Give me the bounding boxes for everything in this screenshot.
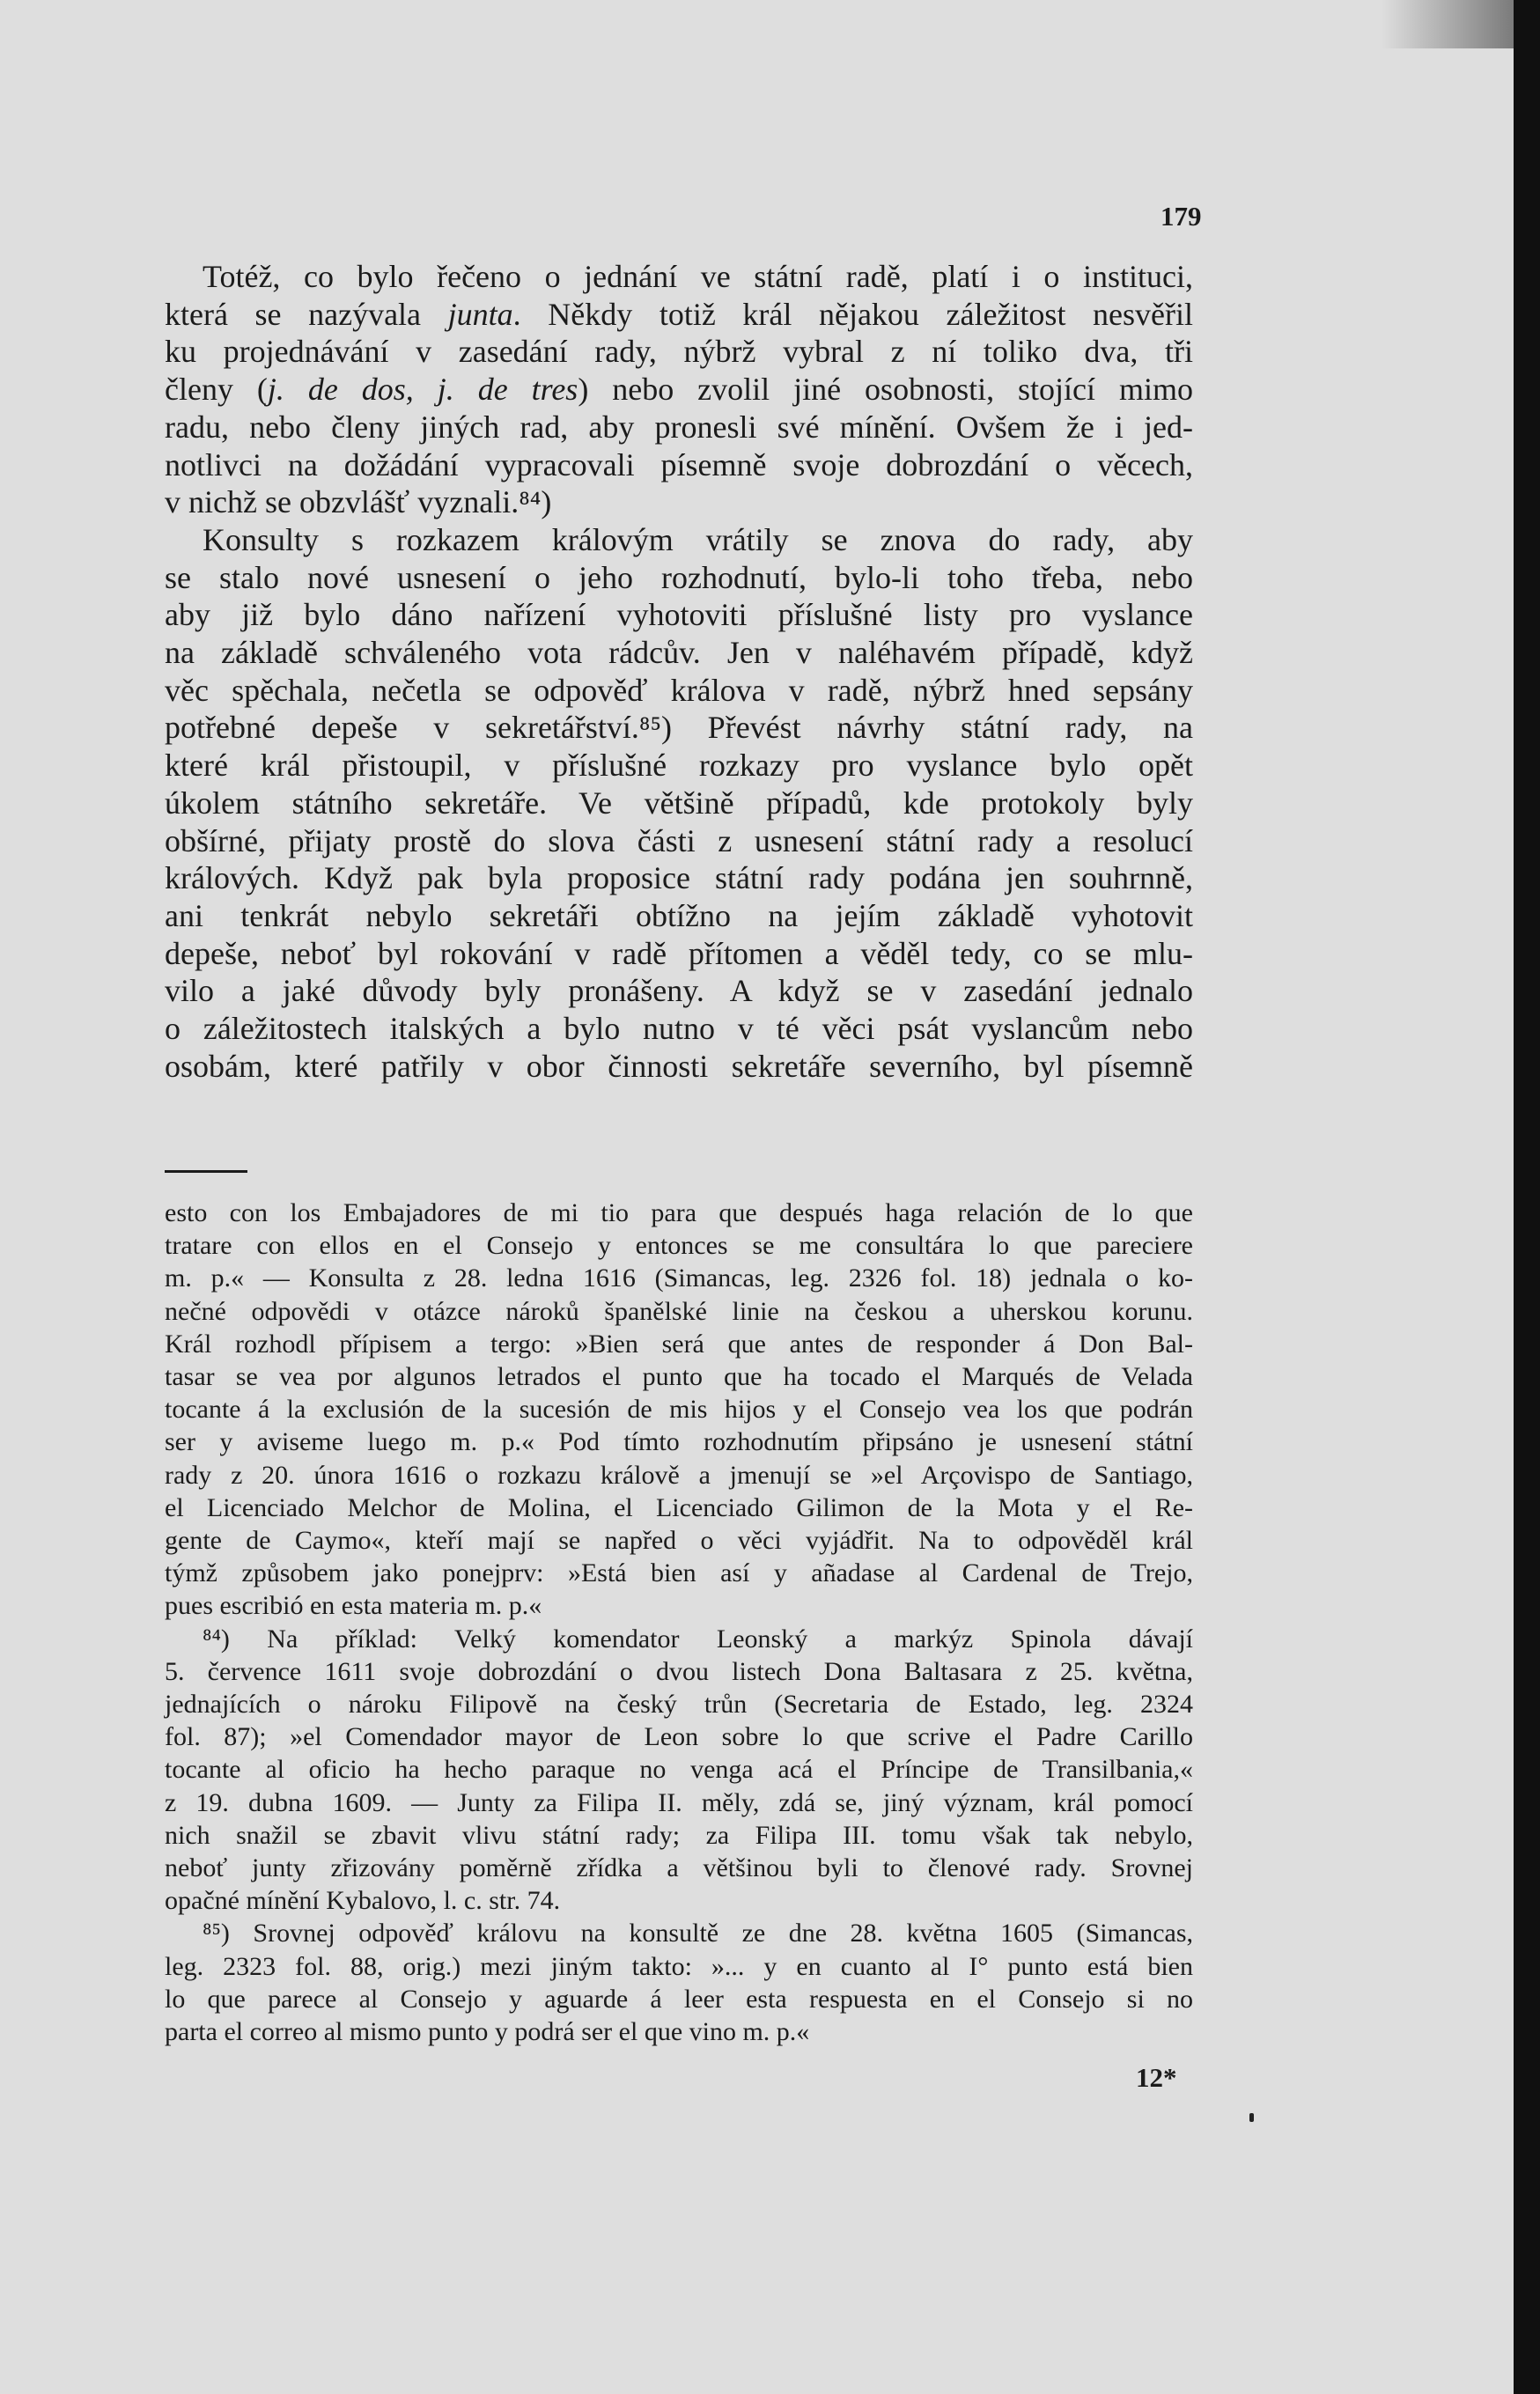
scan-shadow (1382, 0, 1514, 48)
text-line: jednajících o nároku Filipově na český trůn (Secretaria de Estado, leg. 2324 (165, 1690, 1193, 1720)
text-line: které král přistoupil, v příslušné rozkazy pro vyslance bylo opět (165, 748, 1193, 784)
scan-dark-edge (1514, 0, 1540, 2394)
text-line: na základě schváleného vota rádcův. Jen v naléhavém případě, když (165, 635, 1193, 671)
text-line: 5. července 1611 svoje dobrozdání o dvou listech Dona Baltasara z 25. května, (165, 1656, 1193, 1686)
text-line: věc spěchala, nečetla se odpověď králova v radě, nýbrž hned sepsány (165, 672, 1193, 708)
text-line: fol. 87); »el Comendador mayor de Leon sobre lo que scrive el Padre Carillo (165, 1722, 1193, 1752)
text-line (165, 371, 1193, 409)
page-number: 179 (1161, 201, 1202, 232)
text-line: opačné mínění Kybalovo, l. c. str. 74. (165, 1886, 561, 1916)
text-line: se stalo nové usnesení o jeho rozhodnutí, bylo-li toho třeba, nebo (165, 559, 1193, 595)
text-line: leg. 2323 fol. 88, orig.) mezi jiným takto: »... y en cuanto al I° punto está bien (165, 1951, 1193, 1981)
text-line: ⁸⁵) Srovnej odpověď královu na konsultě ze dne 28. května 1605 (Simancas, (203, 1919, 1193, 1948)
text-line: úkolem státního sekretáře. Ve většině případů, kde protokoly byly (165, 784, 1193, 821)
text-line: radu, nebo členy jiných rad, aby pronesli své mínění. Ovšem že i jed- (165, 409, 1193, 445)
text-line: týmž způsobem jako ponejprv: »Está bien así y añadase al Cardenal de Trejo, (165, 1558, 1193, 1588)
text-line: tasar se vea por algunos letrados el punto que ha tocado el Marqués de Velada (165, 1362, 1193, 1392)
text-line: aby již bylo dáno nařízení vyhotoviti příslušné listy pro vyslance (165, 597, 1193, 633)
text-line: Král rozhodl přípisem a tergo: »Bien será que antes de responder á Don Bal- (165, 1329, 1193, 1359)
text-line: o záležitostech italských a bylo nutno v té věci psát vyslancům nebo (165, 1011, 1193, 1047)
signature-mark: 12* (1136, 2062, 1177, 2093)
text-line: ku projednávání v zasedání rady, nýbrž vybral z ní toliko dva, tři (165, 334, 1193, 370)
text-line: ser y aviseme luego m. p.« Pod tímto rozhodnutím připsáno je usnesení státní (165, 1427, 1193, 1457)
text-line: m. p.« — Konsulta z 28. ledna 1616 (Simancas, leg. 2326 fol. 18) jednala o ko- (165, 1263, 1193, 1293)
text-line: obšírné, přijaty prostě do slova části z usnesení státní rady a resolucí (165, 822, 1193, 858)
paragraph (165, 521, 1193, 1086)
text-line: pues escribió en esta materia m. p.« (165, 1591, 542, 1621)
text-segment: . Někdy totiž král nějakou záležitost nesvěřil (512, 296, 1193, 332)
text-line: esto con los Embajadores de mi tio para que después haga relación de lo que (165, 1198, 1193, 1227)
text-line: lo que parece al Consejo y aguarde á leer esta respuesta en el Consejo si no (165, 1984, 1193, 2014)
footnotes (165, 1197, 1193, 2048)
italic-term: j. de dos, j. de tres (267, 372, 578, 408)
text-line: nečné odpovědi v otázce nároků španělské linie na českou a uherskou korunu. (165, 1296, 1193, 1326)
text-line: v nichž se obzvlášť vyznali.⁸⁴) (165, 484, 552, 520)
footnote (165, 1623, 1193, 1918)
text-line: Totéž, co bylo řečeno o jednání ve státní radě, platí i o instituci, (203, 259, 1193, 294)
text-line: vilo a jaké důvody byly pronášeny. A když se v zasedání jednalo (165, 973, 1193, 1009)
text-line: z 19. dubna 1609. — Junty za Filipa II. měly, zdá se, jiný význam, král pomocí (165, 1787, 1193, 1817)
text-line: parta el correo al mismo punto y podrá ser el que vino m. p.« (165, 2017, 810, 2047)
footnote-separator (165, 1170, 247, 1173)
text-line: ani tenkrát nebylo sekretáři obtížno na jejím základě vyhotovit (165, 897, 1193, 933)
text-line: potřebné depeše v sekretářství.⁸⁵) Převést návrhy státní rady, na (165, 710, 1193, 746)
text-line: ⁸⁴) Na příklad: Velký komendator Leonský a markýz Spinola dávají (203, 1624, 1193, 1654)
scan-speck (1249, 2113, 1254, 2122)
text-segment: ) nebo zvolil jiné osobnosti, stojící mimo (578, 372, 1193, 408)
text-line: rady z 20. února 1616 o rozkazu králově a jmenují se »el Arçovispo de Santiago, (165, 1460, 1193, 1490)
text-line: tocante al oficio ha hecho paraque no venga acá el Príncipe de Transilbania,« (165, 1755, 1193, 1785)
text-line: neboť junty zřizovány poměrně zřídka a většinou byli to členové rady. Srovnej (165, 1853, 1193, 1883)
text-line: depeše, neboť byl rokování v radě přítomen a věděl tedy, co se mlu- (165, 935, 1193, 971)
text-line: el Licenciado Melchor de Molina, el Licenciado Gilimon de la Mota y el Re- (165, 1492, 1193, 1522)
main-text (165, 258, 1193, 1085)
italic-term: junta (447, 296, 513, 332)
footnote (165, 1197, 1193, 1623)
paragraph (165, 258, 1193, 521)
text-line: nich snažil se zbavit vlivu státní rady; za Filipa III. tomu však tak nebylo, (165, 1820, 1193, 1850)
footnote (165, 1917, 1193, 2048)
text-line: tocante á la exclusión de la sucesión de mis hijos y el Consejo vea los que podrán (165, 1395, 1193, 1425)
text-segment: která se nazývala (165, 296, 448, 332)
text-line: gente de Caymo«, kteří mají se napřed o věci vyjádřit. Na to odpověděl král (165, 1526, 1193, 1556)
text-segment: členy ( (165, 372, 268, 408)
text-line: tratare con ellos en el Consejo y entonces se me consultára lo que pareciere (165, 1231, 1193, 1261)
text-line: králových. Když pak byla proposice státní rady podána jen souhrnně, (165, 860, 1193, 896)
text-line: osobám, které patřily v obor činnosti sekretáře severního, byl písemně (165, 1048, 1193, 1084)
text-line: notlivci na dožádání vypracovali písemně svoje dobrozdání o věcech, (165, 446, 1193, 482)
text-line (165, 296, 1193, 334)
text-line: Konsulty s rozkazem královým vrátily se znova do rady, aby (203, 521, 1193, 557)
